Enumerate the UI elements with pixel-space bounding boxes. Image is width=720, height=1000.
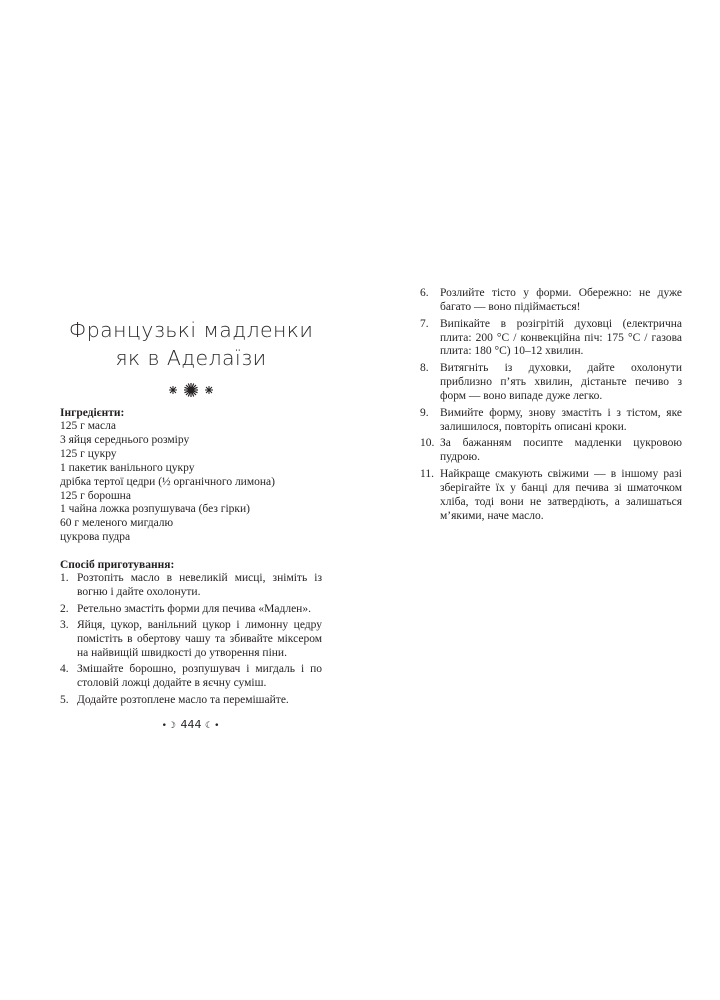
page-number-footer (60, 718, 322, 731)
step-text: Вимийте форму, знову змастіть і з тістом, яке залишилося, повторіть описані кроки. (440, 406, 682, 433)
step-number: 9. (420, 406, 429, 419)
title-line-1: Французькі мадленки (68, 318, 314, 342)
step-item (60, 694, 322, 708)
recipe-title (60, 316, 322, 372)
step-number: 10. (420, 437, 435, 450)
step-item (60, 619, 322, 661)
step-number: 5. (60, 693, 69, 706)
steps-list-right (420, 287, 682, 523)
step-number: 8. (420, 362, 429, 375)
step-text: Яйця, цукор, ванільний цукор і лимонну цедру помістіть в обертову чашу та збивайте міксером на найвищій швидкості до утворення піни. (77, 619, 322, 659)
ingredient-item: цукрова пудра (60, 531, 131, 544)
steps-list-left (60, 572, 322, 708)
step-text: Ретельно змастіть форми для печива «Мадлен». (77, 602, 311, 615)
step-item (60, 663, 322, 691)
step-number: 3. (60, 619, 69, 632)
title-line-2: як в Аделаїзи (115, 346, 267, 370)
step-item (420, 362, 682, 404)
step-text: Найкраще смакують свіжими — в іншому разі зберігайте їх у банці для печива зі шматочком хліба, тоді вони не затвердіють, а залишаться м’якими, наче масло. (440, 467, 682, 522)
ingredient-item: 125 г масла (60, 420, 116, 432)
page-number: 444 (180, 718, 202, 731)
step-text: Випікайте в розігрітій духовці (електрична плита: 200 °C / конвекційна піч: 175 °C / газова плита: 180 °C) 10–12 хвилин. (440, 317, 682, 358)
step-text: Розлийте тісто у форми. Обережно: не дуже багато — воно підіймається! (440, 287, 682, 313)
star-ornament-svg (151, 382, 231, 398)
method-heading: Спосіб приготування: (60, 559, 175, 572)
step-number: 6. (420, 287, 429, 299)
step-number: 2. (60, 602, 69, 615)
ingredient-item: 3 яйця середнього розміру (60, 433, 190, 446)
step-number: 11. (420, 467, 434, 480)
step-text: Додайте розтоплене масло та перемішайте. (77, 693, 289, 706)
folio-right-ornament-icon: ☾• (205, 721, 221, 731)
step-text: Розтопіть масло в невеликій мисці, зніміть із вогню і дайте охолонути. (77, 572, 322, 599)
step-number: 4. (60, 663, 69, 676)
folio-left-ornament-icon: •☽ (161, 721, 177, 731)
step-item (420, 407, 682, 435)
ingredients-heading: Інгредієнти: (60, 407, 125, 419)
right-column (420, 287, 682, 526)
step-text: За бажанням посипте мадленки цукровою пудрою. (440, 437, 682, 464)
ingredients-list (60, 420, 322, 545)
step-item (420, 318, 682, 360)
ingredient-item: 1 пакетик ванільного цукру (60, 461, 195, 474)
ingredient-item: 125 г цукру (60, 447, 117, 460)
ingredient-item: 125 г борошна (60, 489, 131, 502)
step-text: Змішайте борошно, розпушувач і мигдаль і по столовій ложці додайте в яєчну суміш. (77, 663, 322, 690)
step-item (60, 572, 322, 600)
step-number: 7. (420, 317, 429, 330)
step-number: 1. (60, 572, 69, 585)
step-item (60, 603, 322, 617)
step-text: Витягніть із духовки, дайте охолонути приблизно п’ять хвилин, дістаньте печиво з форм — воно випаде дуже легко. (440, 362, 682, 402)
step-item (420, 287, 682, 315)
ingredient-item: 1 чайна ложка розпушувача (без гірки) (60, 503, 251, 516)
star-ornament-icon (60, 382, 322, 398)
ingredient-item: дрібка тертої цедри (½ органічного лимона) (60, 475, 275, 488)
step-item (420, 437, 682, 465)
left-column (60, 312, 322, 710)
step-item (420, 468, 682, 524)
ingredient-item: 60 г меленого мигдалю (60, 517, 174, 530)
